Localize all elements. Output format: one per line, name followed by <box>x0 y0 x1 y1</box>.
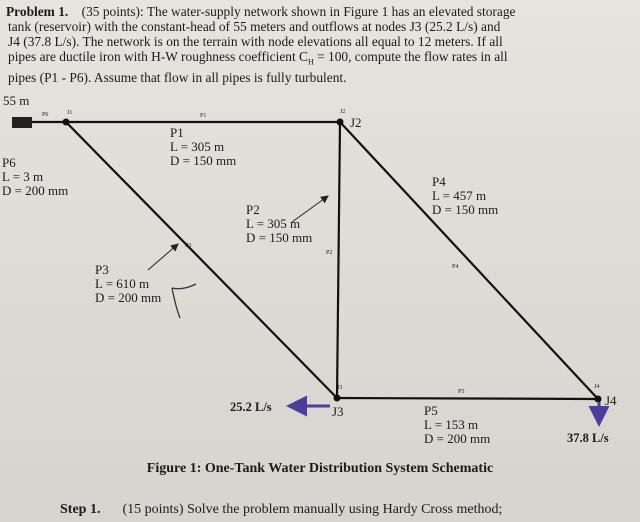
p5-length: L = 153 m <box>424 417 479 432</box>
tag-j3-small: J3 <box>337 385 343 391</box>
tag-p1: P1 <box>200 113 207 119</box>
p2-diameter: D = 150 mm <box>246 230 313 245</box>
node-j4 <box>595 396 602 403</box>
p4-diameter: D = 150 mm <box>432 202 499 217</box>
problem-text-line4b: = 100, compute the flow rates in all <box>313 49 508 64</box>
pipe-p2-info <box>246 203 312 245</box>
problem-text-line2: tank (reservoir) with the constant-head of 55 meters and outflows at nodes J3 (25.2 L/s) and <box>8 19 501 34</box>
hw-subscript: H <box>307 57 314 67</box>
tag-j1: J1 <box>67 110 73 116</box>
node-j2 <box>337 119 344 126</box>
problem-text-line3: J4 (37.8 L/s). The network is on the terrain with node elevations all equal to 12 meters. If all <box>8 34 503 49</box>
p1-diameter: D = 150 mm <box>170 153 237 168</box>
p3-length: L = 610 m <box>95 276 150 291</box>
node-j2-label: J2 <box>350 115 362 130</box>
step-text: (15 points) Solve the problem manually using Hardy Cross method; <box>122 502 503 517</box>
problem-text-line1: The water-supply network shown in Figure 1 has an elevated storage <box>146 4 516 19</box>
pipe-p6-info <box>2 156 68 198</box>
pipe-p4-info <box>432 175 498 217</box>
tag-p4: P4 <box>452 264 459 270</box>
p3-name: P3 <box>95 262 109 277</box>
p4-name: P4 <box>432 174 446 189</box>
problem-text-line4a: pipes are ductile iron with H-W roughness coefficient C <box>8 49 308 64</box>
problem-points: (35 points): <box>81 4 144 19</box>
p6-name: P6 <box>2 155 16 170</box>
pipe-p1-info <box>170 126 236 168</box>
p2-name: P2 <box>246 202 260 217</box>
pipe-p4-line <box>340 122 598 399</box>
pipe-p3-info <box>95 263 161 305</box>
tag-j4-small: J4 <box>594 384 600 390</box>
p6-diameter: D = 200 mm <box>2 183 69 198</box>
pipe-p5-info <box>424 404 490 446</box>
problem-text-line5: pipes (P1 - P6). Assume that flow in all pipes is fully turbulent. <box>8 69 347 85</box>
p1-length: L = 305 m <box>170 139 225 154</box>
node-j3 <box>334 395 341 402</box>
step-1 <box>60 502 502 518</box>
reservoir-tank <box>12 117 32 128</box>
tag-p2: P2 <box>326 250 333 256</box>
tag-j2-small: J2 <box>340 109 346 115</box>
node-j4-label: J4 <box>605 393 617 408</box>
tag-p6: P6 <box>42 112 49 118</box>
tag-p5: P5 <box>458 389 465 395</box>
handwritten-pen-mark <box>172 284 196 318</box>
p5-name: P5 <box>424 403 438 418</box>
pipe-p2-line <box>337 122 343 398</box>
j4-demand-label: 37.8 L/s <box>567 431 609 445</box>
p2-length: L = 305 m <box>246 216 301 231</box>
p3-diameter: D = 200 mm <box>95 290 162 305</box>
figure-caption: Figure 1: One-Tank Water Distribution System Schematic <box>146 461 494 476</box>
p4-length: L = 457 m <box>432 188 487 203</box>
j3-demand-label: 25.2 L/s <box>230 400 272 414</box>
node-j3-label: J3 <box>332 404 344 419</box>
p5-diameter: D = 200 mm <box>424 431 491 446</box>
tag-p3: P3 <box>185 243 192 249</box>
pipe-p5-line <box>337 398 598 399</box>
p1-name: P1 <box>170 125 184 140</box>
step-label: Step 1. <box>60 502 101 517</box>
reservoir-head-label: 55 m <box>3 93 30 108</box>
problem-label: Problem 1. <box>6 4 69 19</box>
p6-length: L = 3 m <box>2 169 44 184</box>
node-j1 <box>63 119 70 126</box>
